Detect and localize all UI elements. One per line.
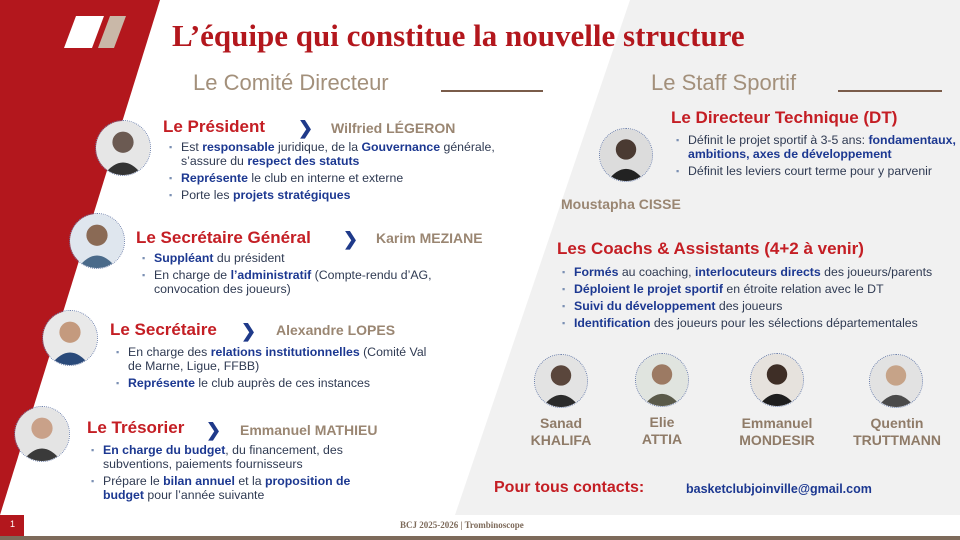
bullet-item: ▪ Suppléant du président: [142, 251, 462, 265]
section-divider-right: [838, 90, 942, 92]
bullet-item: ▪ Prépare le bilan annuel et la proposition de budget pour l’année suivante: [91, 474, 381, 502]
avatar-coach-3: [750, 353, 804, 407]
bullet-item: ▪ Déploient le projet sportif en étroite relation avec le DT: [562, 282, 957, 296]
chevron-right-icon: ❯: [206, 420, 222, 440]
chevron-right-icon: ❯: [343, 229, 359, 249]
coach-name-2: Elie ATTIA: [641, 414, 683, 447]
contact-label: Pour tous contacts:: [494, 479, 645, 496]
avatar-coach-2: [635, 353, 689, 407]
footer-text: BCJ 2025-2026 | Trombinoscope: [400, 520, 524, 530]
bullet-item: ▪ Définit le projet sportif à 3-5 ans: fondamentaux, ambitions, axes de développement: [676, 133, 956, 161]
bullets-secretaire-general: [142, 251, 462, 299]
coach-name-1: Sanad KHALIFA: [530, 415, 592, 448]
name-president: Wilfried LÉGERON: [331, 120, 456, 136]
chevron-right-icon: ❯: [298, 118, 314, 138]
bullet-item: ▪ Suivi du développement des joueurs: [562, 299, 957, 313]
coach-name-4: Quentin TRUTTMANN: [853, 415, 941, 448]
page-title: L’équipe qui constitue la nouvelle structure: [172, 18, 745, 53]
role-directeur-technique: Le Directeur Technique (DT): [671, 108, 898, 127]
name-secretaire: Alexandre LOPES: [276, 322, 396, 338]
avatar-secretaire-general: [69, 213, 125, 269]
bullet-item: ▪ Porte les projets stratégiques: [169, 188, 509, 202]
bullets-secretaire: [116, 345, 436, 393]
section-title-staff: Le Staff Sportif: [651, 70, 797, 95]
bullet-item: ▪ Représente le club en interne et externe: [169, 171, 509, 185]
bullet-item: ▪ En charge de l’administratif (Compte-rendu d’AG, convocation des joueurs): [142, 268, 462, 296]
bullet-item: ▪ Identification des joueurs pour les sélections départementales: [562, 316, 957, 330]
bullets-coaches: [562, 265, 957, 333]
bullets-president: [169, 140, 509, 205]
avatar-directeur-technique: [599, 128, 653, 182]
coaches-title: Les Coachs & Assistants (4+2 à venir): [557, 239, 864, 258]
contact-email-link[interactable]: basketclubjoinville@gmail.com: [686, 482, 872, 496]
bullet-item: ▪ En charge du budget, du financement, des subventions, paiements fournisseurs: [91, 443, 381, 471]
avatar-coach-1: [534, 354, 588, 408]
section-title-comite: Le Comité Directeur: [193, 70, 389, 95]
section-divider-left: [441, 90, 543, 92]
role-president: Le Président: [163, 117, 266, 136]
logo-mark: [64, 16, 126, 48]
name-secretaire-general: Karim MEZIANE: [376, 230, 483, 246]
page-number: 1: [10, 519, 16, 529]
role-tresorier: Le Trésorier: [87, 418, 185, 437]
bullet-item: ▪ En charge des relations institutionnelles (Comité Val de Marne, Ligue, FFBB): [116, 345, 436, 373]
bullets-tresorier: [91, 443, 381, 505]
chevron-right-icon: ❯: [241, 321, 257, 341]
coach-name-3: Emmanuel MONDESIR: [739, 415, 815, 448]
avatar-tresorier: [14, 406, 70, 462]
avatar-secretaire: [42, 310, 98, 366]
role-secretaire: Le Secrétaire: [110, 320, 217, 339]
name-tresorier: Emmanuel MATHIEU: [240, 422, 378, 438]
avatar-coach-4: [869, 354, 923, 408]
bullet-item: ▪ Formés au coaching, interlocuteurs directs des joueurs/parents: [562, 265, 957, 279]
avatar-president: [95, 120, 151, 176]
bullet-item: ▪ Définit les leviers court terme pour y parvenir: [676, 164, 956, 178]
bullet-item: ▪ Est responsable juridique, de la Gouvernance générale, s’assure du respect des statuts: [169, 140, 509, 168]
bullets-directeur-technique: [676, 133, 956, 181]
role-secretaire-general: Le Secrétaire Général: [136, 228, 311, 247]
bullet-item: ▪ Représente le club auprès de ces instances: [116, 376, 436, 390]
name-directeur-technique: Moustapha CISSE: [561, 196, 681, 212]
